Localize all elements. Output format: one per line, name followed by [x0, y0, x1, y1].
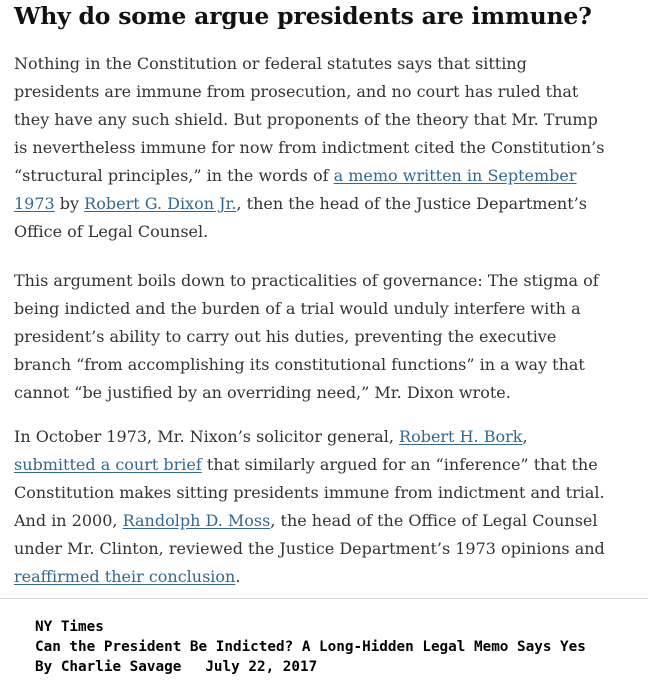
citation-byline	[35, 657, 586, 677]
robert-dixon-link[interactable]: Robert G. Dixon Jr.	[84, 194, 237, 213]
citation-title: Can the President Be Indicted? A Long-Hidden Legal Memo Says Yes	[35, 639, 586, 655]
reaffirmed-conclusion-link[interactable]: reaffirmed their conclusion	[14, 567, 236, 586]
paragraph-1-text-b: by	[54, 194, 85, 213]
citation-block	[35, 617, 586, 677]
randolph-moss-link[interactable]: Randolph D. Moss	[122, 511, 271, 530]
paragraph-1	[14, 50, 614, 246]
court-brief-link[interactable]: submitted a court brief	[14, 455, 202, 474]
memo-link[interactable]: a memo written in September 1973	[14, 166, 577, 213]
paragraph-2: This argument boils down to practicalities of governance: The stigma of being indicted and the burden of a trial would unduly interfere with a president’s ability to carry out his duties, preventing the executive branch “from accomplishing its constitutional functions” in a way that cannot “be justified by an overriding need,” Mr. Dixon wrote.	[14, 271, 599, 402]
paragraph-1-text-c: , then the head of the Justice Department’s Office of Legal Counsel.	[14, 194, 587, 241]
robert-bork-link[interactable]: Robert H. Bork	[399, 427, 523, 446]
section-heading: Why do some argue presidents are immune?	[14, 2, 592, 30]
paragraph-3-text-a: In October 1973, Mr. Nixon’s solicitor general,	[14, 427, 400, 446]
paragraph-3-text-e: .	[235, 567, 241, 586]
paragraph-3-text-b: ,	[522, 427, 528, 446]
citation-date: July 22, 2017	[205, 659, 318, 675]
paragraph-3-text-d: , the head of the Office of Legal Counsel under Mr. Clinton, reviewed the Justice Department’s 1973 opinions and	[14, 511, 605, 558]
divider	[0, 598, 648, 599]
paragraph-3	[14, 423, 614, 591]
citation-author: By Charlie Savage	[35, 659, 182, 675]
paragraph-3-text-c: that similarly argued for an “inference” that the Constitution makes sitting presidents immune from indictment and trial. And in 2000,	[14, 455, 605, 530]
paragraph-1-text-a: Nothing in the Constitution or federal statutes says that sitting presidents are immune from prosecution, and no court has ruled that they have any such shield. But proponents of the theory that Mr. Trump is nevertheless immune for now from indictment cited the Constitution’s “structural principles,” in the words of	[14, 54, 605, 185]
citation-source: NY Times	[35, 619, 104, 635]
